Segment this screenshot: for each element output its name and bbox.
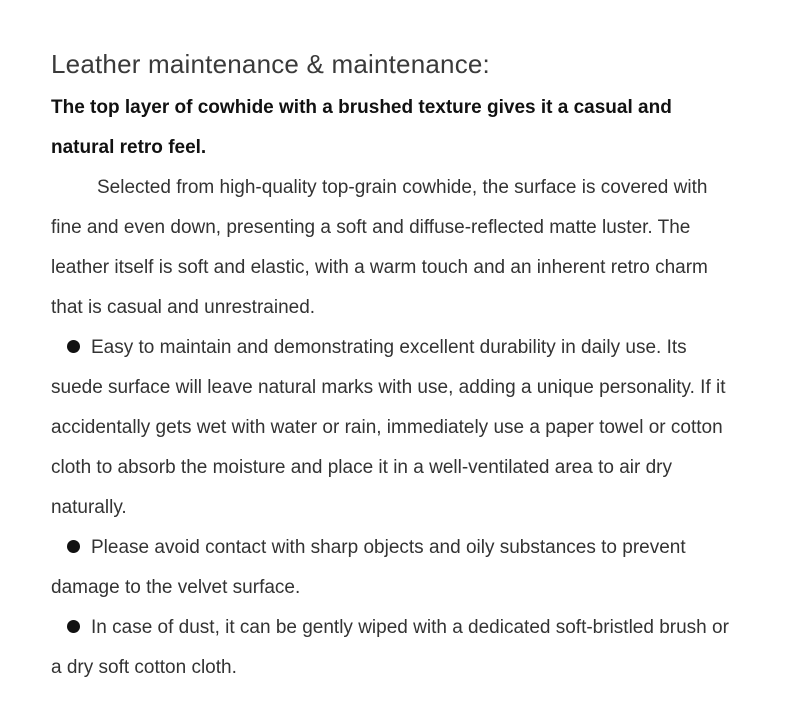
bullet-item-dust	[51, 608, 731, 688]
bullet-item-avoid	[51, 528, 731, 608]
bullet-dot-icon	[67, 620, 80, 633]
bullet-text: Easy to maintain and demonstrating excellent durability in daily use. Its suede surface will leave natural marks with use, adding a unique personality. If it accidentally gets wet with water or rain, immediately use a paper towel or cotton cloth to absorb the moisture and place it in a well-ventilated area to air dry naturally.	[51, 337, 726, 518]
bullet-dot-icon	[67, 340, 80, 353]
bullet-dot-icon	[67, 540, 80, 553]
bullet-text: Please avoid contact with sharp objects and oily substances to prevent damage to the velvet surface.	[51, 537, 686, 598]
subtitle: The top layer of cowhide with a brushed texture gives it a casual and natural retro feel.	[51, 97, 672, 158]
intro-paragraph	[51, 168, 731, 328]
intro-text: Selected from high-quality top-grain cowhide, the surface is covered with fine and even down, presenting a soft and diffuse-reflected matte luster. The leather itself is soft and elastic, with a warm touch and an inherent retro charm that is casual and unrestrained.	[51, 177, 708, 318]
bullet-item-durability	[51, 328, 731, 528]
bullet-text: In case of dust, it can be gently wiped with a dedicated soft-bristled brush or a dry soft cotton cloth.	[51, 617, 729, 678]
page-title: Leather maintenance & maintenance:	[51, 49, 490, 79]
maintenance-section	[51, 40, 741, 688]
